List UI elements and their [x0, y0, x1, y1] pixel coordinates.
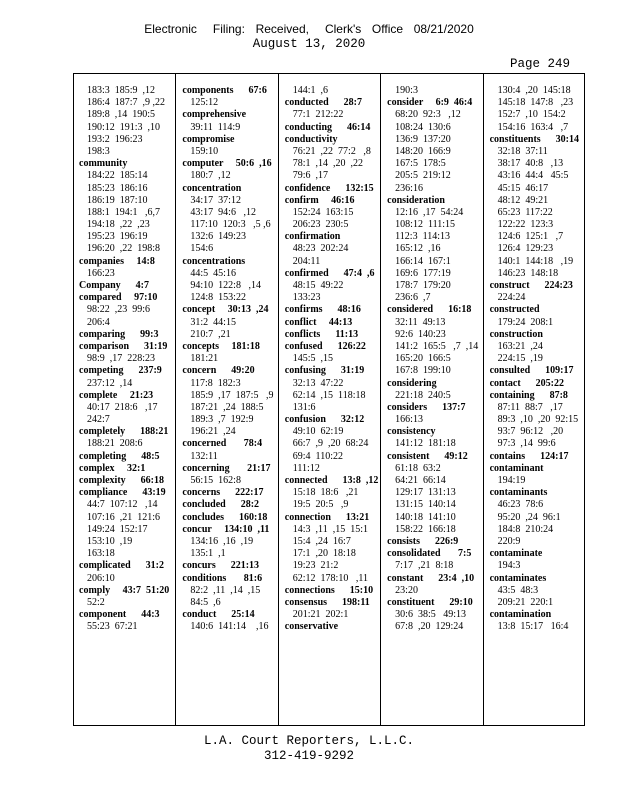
index-citation: 194:18 ,22 ,23 [87, 219, 150, 231]
index-term: compromise [182, 133, 235, 145]
index-citation: 44:7 107:12 ,14 [87, 499, 158, 511]
index-term: Company 4:7 [79, 280, 150, 291]
index-term: constructed [489, 304, 540, 316]
index-term: comply 43:7 51:20 [79, 584, 170, 596]
index-citation: 133:23 [292, 292, 321, 304]
index-citation: 32:13 47:22 [292, 377, 344, 389]
index-citation: 48:12 49:21 [497, 194, 549, 206]
index-citation: 140:6 141:14 ,16 [190, 621, 269, 633]
index-citation: 130:4 ,20 145:18 [497, 85, 571, 96]
index-citation: 149:24 152:17 [87, 523, 148, 535]
index-term: comprehensive [182, 109, 247, 121]
index-term: consider 6:9 46:4 [387, 97, 473, 109]
index-citation: 206:10 [87, 572, 115, 584]
index-term: comparing 99:3 [79, 328, 159, 340]
index-citation: 124:8 153:22 [190, 292, 246, 304]
index-citation: 224:15 ,19 [497, 353, 543, 365]
index-citation: 187:21 ,24 188:5 [190, 401, 264, 413]
filing-stamp: Electronic Filing: Received, Clerk's Office 08/21/2020 [144, 22, 474, 36]
index-term: confusing 31:19 [284, 365, 365, 377]
index-citation: 145:5 ,15 [292, 353, 334, 365]
index-citation: 131:6 [292, 401, 316, 413]
index-citation: 30:6 38:5 49:13 [395, 609, 467, 621]
index-citation: 185:9 ,17 187:5 ,9 [190, 389, 274, 401]
index-citation: 108:12 111:15 [395, 219, 455, 231]
index-citation: 34:17 37:12 [190, 194, 241, 206]
index-citation: 204:11 [292, 255, 321, 267]
index-citation: 76:21 ,22 77:2 ,8 [292, 145, 371, 157]
index-term: community [79, 158, 128, 170]
index-citation: 14:3 ,11 ,15 15:1 [292, 523, 368, 535]
index-citation: 23:20 [395, 584, 418, 596]
index-term: conducting 46:14 [284, 121, 371, 133]
index-citation: 44:5 45:16 [190, 267, 236, 279]
index-citation: 15:18 18:6 ,21 [292, 487, 359, 499]
index-term: consulted 109:17 [489, 365, 574, 377]
index-citation: 79:6 ,17 [292, 170, 329, 182]
index-citation: 181:21 [190, 353, 219, 365]
index-citation: 195:23 196:19 [87, 231, 148, 243]
index-citation: 89:3 ,10 ,20 92:15 [497, 414, 579, 426]
index-citation: 190:12 191:3 ,10 [87, 121, 161, 133]
index-citation: 19:23 21:2 [292, 560, 339, 572]
index-term: compared 97:10 [79, 292, 158, 304]
index-citation: 92:6 140:23 [395, 328, 446, 340]
index-citation: 129:17 131:13 [395, 487, 456, 499]
index-term: connections 15:10 [284, 584, 374, 596]
index-citation: 43:5 48:3 [497, 584, 539, 596]
index-citation: 188:21 208:6 [87, 438, 143, 450]
index-citation: 56:15 162:8 [190, 475, 241, 486]
index-citation: 38:17 40:8 ,13 [497, 158, 564, 170]
index-citation: 124:6 125:1 ,7 [497, 231, 564, 243]
index-citation: 166:14 167:1 [395, 255, 451, 267]
index-term: consistency [387, 426, 436, 438]
index-citation: 189:3 ,7 192:9 [190, 414, 254, 426]
index-citation: 179:24 208:1 [497, 316, 554, 328]
index-citation: 135:1 ,1 [190, 548, 226, 560]
index-citation: 159:10 [190, 145, 219, 157]
index-term: conduct 25:14 [182, 609, 255, 621]
index-citation: 132:11 [190, 450, 218, 462]
index-citation: 220:9 [497, 535, 521, 547]
index-citation: 141:2 165:5 ,7 ,14 [395, 340, 479, 352]
index-citation: 154:6 [190, 243, 214, 255]
index-term: conducted 28:7 [284, 97, 363, 109]
court-reporter-name: L.A. Court Reporters, L.L.C. [203, 734, 415, 748]
index-term: computer 50:6 ,16 [182, 158, 272, 170]
index-citation: 201:21 202:1 [292, 609, 349, 621]
index-citation: 140:1 144:18 ,19 [497, 255, 574, 267]
index-term: component 44:3 [79, 609, 160, 621]
index-citation: 15:4 ,24 16:7 [292, 535, 351, 547]
index-term: concludes 160:18 [182, 511, 268, 523]
index-citation: 126:4 129:23 [497, 243, 554, 255]
index-citation: 17:1 ,20 18:18 [292, 548, 356, 560]
index-citation: 209:21 220:1 [497, 596, 554, 608]
index-citation: 82:2 ,11 ,14 ,15 [190, 584, 261, 596]
index-citation: 69:4 110:22 [292, 450, 343, 462]
index-citation: 62:12 178:10 ,11 [292, 572, 368, 584]
index-citation: 148:20 166:9 [395, 145, 451, 157]
index-term: containing 87:8 [489, 389, 568, 401]
index-citation: 166:23 [87, 267, 115, 279]
index-citation: 193:2 196:23 [87, 133, 143, 145]
index-citation: 7:17 ,21 8:18 [395, 560, 454, 572]
index-term: complexity 66:18 [79, 475, 164, 486]
index-citation: 65:23 117:22 [497, 206, 553, 218]
index-citation: 131:15 140:14 [395, 499, 456, 511]
index-term: concur 134:10 ,11 [182, 523, 270, 535]
index-citation: 144:1 ,6 [292, 85, 329, 96]
index-citation: 224:24 [497, 292, 526, 304]
court-reporter-phone: 312-419-9292 [263, 749, 354, 763]
index-citation: 112:3 114:13 [395, 231, 450, 243]
index-citation: 19:5 20:5 ,9 [292, 499, 349, 511]
index-citation: 152:7 ,10 154:2 [497, 109, 566, 121]
index-term: concentration [182, 182, 242, 194]
index-citation: 94:10 122:8 ,14 [190, 280, 261, 291]
index-citation: 145:18 147:8 ,23 [497, 97, 574, 109]
index-citation: 49:10 62:19 [292, 426, 344, 438]
index-term: concept 30:13 ,24 [182, 304, 269, 316]
index-term: competing 237:9 [79, 365, 162, 377]
index-citation: 237:12 ,14 [87, 377, 133, 389]
index-citation: 55:23 67:21 [87, 621, 138, 633]
index-term: complex 32:1 [79, 462, 146, 474]
index-citation: 180:7 ,12 [190, 170, 231, 182]
index-citation: 167:5 178:5 [395, 158, 446, 170]
index-citation: 43:17 94:6 ,12 [190, 206, 256, 218]
index-citation: 117:10 120:3 ,5 ,6 [190, 219, 271, 231]
index-citation: 66:7 ,9 ,20 68:24 [292, 438, 369, 450]
index-citation: 152:24 163:15 [292, 206, 354, 218]
index-term: construct 224:23 [489, 280, 573, 291]
index-term: conductivity [284, 133, 338, 145]
index-term: comparison 31:19 [79, 340, 168, 352]
index-term: contains 124:17 [489, 450, 569, 462]
index-term: concluded 28:2 [182, 499, 260, 511]
index-term: consolidated 7:5 [387, 548, 472, 560]
index-citation: 189:8 ,14 190:5 [87, 109, 156, 121]
index-term: complicated 31:2 [79, 560, 164, 572]
index-citation: 117:8 182:3 [190, 377, 241, 389]
index-term: concepts 181:18 [182, 340, 260, 352]
index-citation: 198:3 [87, 145, 110, 157]
index-citation: 39:11 114:9 [190, 121, 241, 133]
index-term: consists 226:9 [387, 535, 459, 547]
index-citation: 154:16 163:4 ,7 [497, 121, 569, 133]
index-citation: 167:8 199:10 [395, 365, 451, 377]
index-citation: 32:18 37:11 [497, 145, 548, 157]
index-citation: 165:12 ,16 [395, 243, 441, 255]
index-term: considers 137:7 [387, 401, 466, 413]
index-term: confirmed 47:4 ,6 [284, 267, 375, 279]
index-citation: 95:20 ,24 96:1 [497, 511, 561, 523]
index-citation: 43:16 44:4 45:5 [497, 170, 569, 182]
index-citation: 140:18 141:10 [395, 511, 456, 523]
index-citation: 77:1 212:22 [292, 109, 344, 121]
index-term: contaminate [489, 548, 543, 560]
index-citation: 153:10 ,19 [87, 535, 133, 547]
index-citation: 48:15 49:22 [292, 280, 344, 291]
index-citation: 165:20 166:5 [395, 353, 451, 365]
index-citation: 186:19 187:10 [87, 194, 148, 206]
index-citation: 136:9 137:20 [395, 133, 451, 145]
index-citation: 45:15 46:17 [497, 182, 549, 194]
index-citation: 188:1 194:1 ,6,7 [87, 206, 161, 218]
index-term: considered 16:18 [387, 304, 472, 316]
index-column-1 [73, 73, 175, 726]
index-citation: 210:7 ,21 [190, 328, 231, 340]
index-citation: 196:20 ,22 198:8 [87, 243, 161, 255]
index-term: constituent 29:10 [387, 596, 473, 608]
index-citation: 194:3 [497, 560, 521, 572]
index-citation: 163:21 ,24 [497, 340, 543, 352]
index-citation: 46:23 78:6 [497, 499, 544, 511]
index-citation: 62:14 ,15 118:18 [292, 389, 366, 401]
index-citation: 183:3 185:9 ,12 [87, 85, 156, 96]
index-term: contaminates [489, 572, 547, 584]
index-citation: 48:23 202:24 [292, 243, 349, 255]
index-column-5 [483, 73, 585, 726]
index-term: confidence 132:15 [284, 182, 374, 194]
index-term: conflict 44:13 [284, 316, 353, 328]
index-term: concentrations [182, 255, 246, 267]
index-term: contaminants [489, 487, 548, 499]
index-citation: 84:5 ,6 [190, 596, 221, 608]
document-date: August 13, 2020 [252, 37, 366, 51]
index-term: completing 48:5 [79, 450, 160, 462]
index-citation: 236:6 ,7 [395, 292, 431, 304]
page-number: Page 249 [510, 57, 571, 71]
index-citation: 206:4 [87, 316, 110, 328]
index-citation: 98:22 ,23 99:6 [87, 304, 151, 316]
index-citation: 87:11 88:7 ,17 [497, 401, 563, 413]
index-term: contaminant [489, 462, 544, 474]
index-column-2 [175, 73, 277, 726]
index-citation: 141:12 181:18 [395, 438, 456, 450]
index-citation: 221:18 240:5 [395, 389, 451, 401]
index-citation: 98:9 ,17 228:23 [87, 353, 156, 365]
index-citation: 178:7 179:20 [395, 280, 451, 291]
index-citation: 32:11 49:13 [395, 316, 446, 328]
index-citation: 184:8 210:24 [497, 523, 554, 535]
index-citation: 166:13 [395, 414, 423, 426]
index-citation: 13:8 15:17 16:4 [497, 621, 569, 633]
index-citation: 78:1 ,14 ,20 ,22 [292, 158, 364, 170]
index-citation: 146:23 148:18 [497, 267, 559, 279]
index-citation: 196:21 ,24 [190, 426, 236, 438]
index-term: consideration [387, 194, 445, 206]
index-term: companies 14:8 [79, 255, 155, 267]
index-citation: 125:12 [190, 97, 219, 109]
index-citation: 107:16 ,21 121:6 [87, 511, 161, 523]
index-citation: 67:8 ,20 129:24 [395, 621, 464, 633]
index-citation: 185:23 186:16 [87, 182, 148, 194]
index-term: confirmation [284, 231, 341, 243]
index-term: connected 13:8 ,12 [284, 475, 379, 486]
index-term: conditions 81:6 [182, 572, 263, 584]
index-term: concern 49:20 [182, 365, 255, 377]
index-term: conflicts 11:13 [284, 328, 359, 340]
index-citation: 40:17 218:6 ,17 [87, 401, 158, 413]
index-term: consistent 49:12 [387, 450, 468, 462]
index-citation: 236:16 [395, 182, 423, 194]
index-citation: 242:7 [87, 414, 110, 426]
index-term: concerned 78:4 [182, 438, 263, 450]
index-term: contact 205:22 [489, 377, 564, 389]
index-citation: 122:22 123:3 [497, 219, 554, 231]
index-term: constituents 30:14 [489, 133, 580, 145]
index-citation: 132:6 149:23 [190, 231, 246, 243]
index-citation: 184:22 185:14 [87, 170, 148, 182]
index-citation: 169:6 177:19 [395, 267, 451, 279]
index-term: confusion 32:12 [284, 414, 365, 426]
index-term: confused 126:22 [284, 340, 366, 352]
index-term: concerns 222:17 [182, 487, 264, 499]
index-term: confirm 46:16 [284, 194, 355, 206]
index-term: concerning 21:17 [182, 462, 271, 474]
index-term: completely 188:21 [79, 426, 169, 438]
index-term: consensus 198:11 [284, 596, 370, 608]
index-term: compliance 43:19 [79, 487, 166, 499]
index-citation: 186:4 187:7 ,9 ,22 [87, 97, 166, 109]
index-term: confirms 48:16 [284, 304, 361, 316]
index-citation: 12:16 ,17 54:24 [395, 206, 464, 218]
index-citation: 31:2 44:15 [190, 316, 236, 328]
index-term: considering [387, 377, 437, 389]
word-index [73, 73, 585, 726]
index-term: conservative [284, 621, 339, 633]
index-citation: 205:5 219:12 [395, 170, 451, 182]
index-term: construction [489, 328, 543, 340]
index-citation: 61:18 63:2 [395, 462, 441, 474]
index-term: concurs 221:13 [182, 560, 260, 572]
index-citation: 206:23 230:5 [292, 219, 349, 231]
index-citation: 52:2 [87, 596, 105, 608]
index-column-4 [380, 73, 482, 726]
index-citation: 64:21 66:14 [395, 475, 446, 486]
index-citation: 190:3 [395, 85, 418, 96]
index-citation: 111:12 [292, 462, 320, 474]
index-citation: 93:7 96:12 ,20 [497, 426, 564, 438]
index-citation: 68:20 92:3 ,12 [395, 109, 461, 121]
index-citation: 134:16 ,16 ,19 [190, 535, 254, 547]
index-citation: 97:3 ,14 99:6 [497, 438, 556, 450]
index-term: constant 23:4 ,10 [387, 572, 475, 584]
index-term: components 67:6 [182, 85, 267, 96]
index-term: connection 13:21 [284, 511, 370, 523]
index-term: contamination [489, 609, 552, 621]
index-citation: 194:19 [497, 475, 526, 486]
index-column-3 [278, 73, 380, 726]
index-citation: 108:24 130:6 [395, 121, 451, 133]
index-term: complete 21:23 [79, 389, 154, 401]
index-citation: 158:22 166:18 [395, 523, 456, 535]
index-citation: 163:18 [87, 548, 115, 560]
